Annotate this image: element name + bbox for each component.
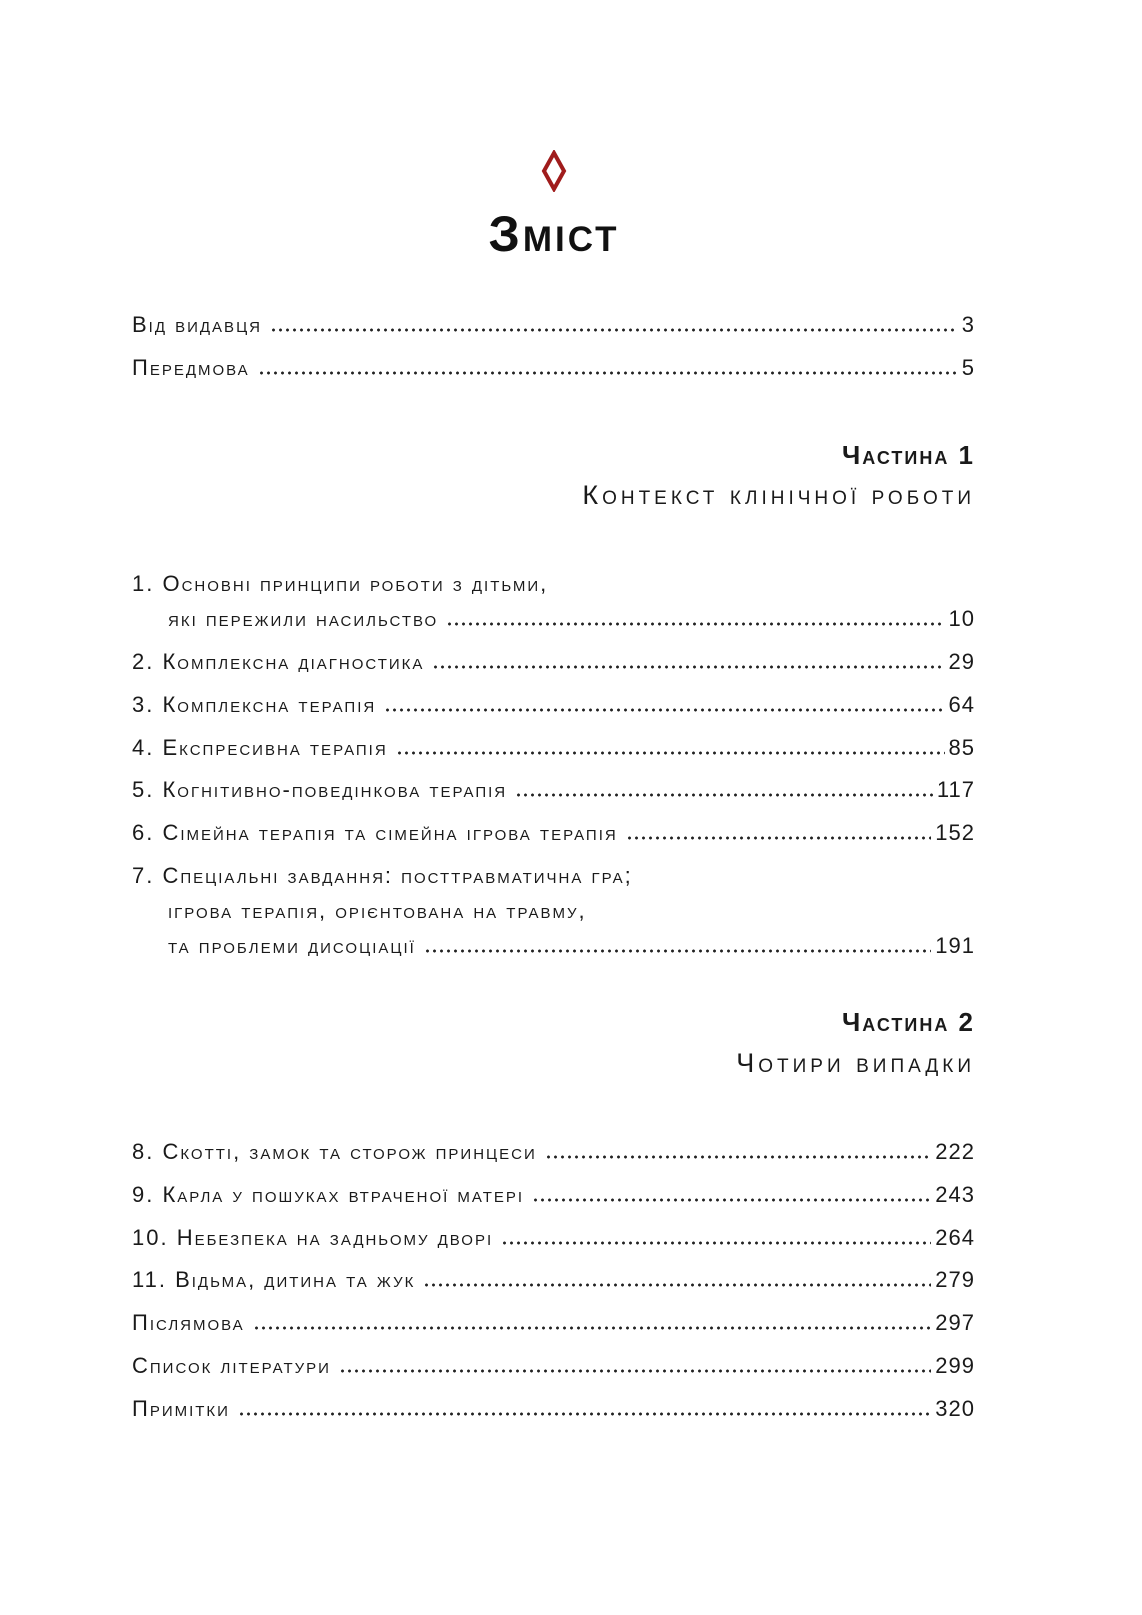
dot-leader: [384, 703, 944, 713]
toc-entry[interactable]: [132, 1310, 975, 1336]
entry-title: Післямова: [132, 1310, 245, 1335]
toc-entry[interactable]: [132, 1225, 975, 1251]
toc-entry-line[interactable]: [132, 863, 975, 889]
page-number: 279: [935, 1267, 975, 1292]
entry-title: 6. Сімейна терапія та сімейна ігрова терапія: [132, 820, 618, 845]
page-title: Зміст: [488, 206, 620, 262]
page-number: 297: [935, 1310, 975, 1335]
dot-leader: [253, 1321, 932, 1331]
dot-leader: [270, 323, 958, 333]
part-subtitle: Чотири випадки: [736, 1048, 975, 1078]
dot-leader: [532, 1193, 931, 1203]
entry-title: 2. Комплексна діагностика: [132, 649, 425, 674]
entry-title: 4. Експресивна терапія: [132, 735, 388, 760]
page-number: 299: [935, 1353, 975, 1378]
entry-title: 10. Небезпека на задньому дворі: [132, 1225, 494, 1250]
page-number: 29: [948, 649, 975, 674]
toc-entry[interactable]: [132, 1267, 975, 1293]
dot-leader: [424, 944, 931, 954]
toc-entry[interactable]: [132, 355, 975, 381]
page-number: 152: [935, 820, 975, 845]
entry-title: 1. Основні принципи роботи з дітьми,: [132, 571, 549, 596]
toc-entry-line[interactable]: [168, 898, 975, 924]
entry-title: 7. Спеціальні завдання: посттравматична гра;: [132, 863, 633, 888]
page-number: 85: [948, 735, 975, 760]
page-number: 191: [935, 933, 975, 958]
diamond-ornament-icon: [541, 150, 567, 192]
page-number: 5: [961, 355, 975, 380]
page-number: 264: [935, 1225, 975, 1250]
toc-entry[interactable]: [132, 1396, 975, 1422]
entry-title: Від видавця: [132, 312, 262, 337]
toc-entry[interactable]: [132, 820, 975, 846]
entry-title: 11. Відьма, дитина та жук: [132, 1267, 416, 1292]
page-number: 10: [948, 606, 975, 631]
toc-entry[interactable]: [132, 692, 975, 718]
entry-title: ігрова терапія, орієнтована на травму,: [168, 898, 587, 923]
toc-entry-line[interactable]: [132, 571, 975, 597]
entry-title: Передмова: [132, 355, 250, 380]
dot-leader: [339, 1364, 931, 1374]
toc-entry[interactable]: [132, 312, 975, 338]
entry-title: 8. Скотті, замок та сторож принцеси: [132, 1139, 537, 1164]
entry-title: Примітки: [132, 1396, 230, 1421]
page-number: 117: [936, 777, 975, 802]
dot-leader: [432, 660, 944, 670]
page-number: 222: [935, 1139, 975, 1164]
toc-entry[interactable]: [168, 933, 975, 959]
part-heading: Частина 2: [842, 1007, 975, 1037]
part-subtitle: Контекст клінічної роботи: [582, 480, 975, 510]
dot-leader: [258, 366, 958, 376]
dot-leader: [515, 788, 933, 798]
dot-leader: [396, 746, 945, 756]
entry-title: які пережили насильство: [168, 606, 439, 631]
entry-title: 9. Карла у пошуках втраченої матері: [132, 1182, 525, 1207]
page-number: 64: [948, 692, 975, 717]
dot-leader: [545, 1150, 932, 1160]
dot-leader: [423, 1278, 931, 1288]
toc-entry[interactable]: [132, 649, 975, 675]
entry-title: Список літератури: [132, 1353, 331, 1378]
entry-title: 3. Комплексна терапія: [132, 692, 377, 717]
dot-leader: [501, 1236, 931, 1246]
page-number: 320: [935, 1396, 975, 1421]
entry-title: та проблеми дисоціації: [168, 933, 416, 958]
entry-title: 5. Когнітивно-поведінкова терапія: [132, 777, 508, 802]
toc-entry[interactable]: [168, 606, 975, 632]
dot-leader: [446, 617, 944, 627]
toc-entry[interactable]: [132, 1353, 975, 1379]
toc-entry[interactable]: [132, 777, 975, 803]
dot-leader: [238, 1407, 931, 1417]
toc-entry[interactable]: [132, 1139, 975, 1165]
page-number: 243: [935, 1182, 975, 1207]
toc-entry[interactable]: [132, 1182, 975, 1208]
dot-leader: [626, 831, 932, 841]
page-number: 3: [961, 312, 975, 337]
part-heading: Частина 1: [842, 440, 975, 470]
toc-entry[interactable]: [132, 735, 975, 761]
